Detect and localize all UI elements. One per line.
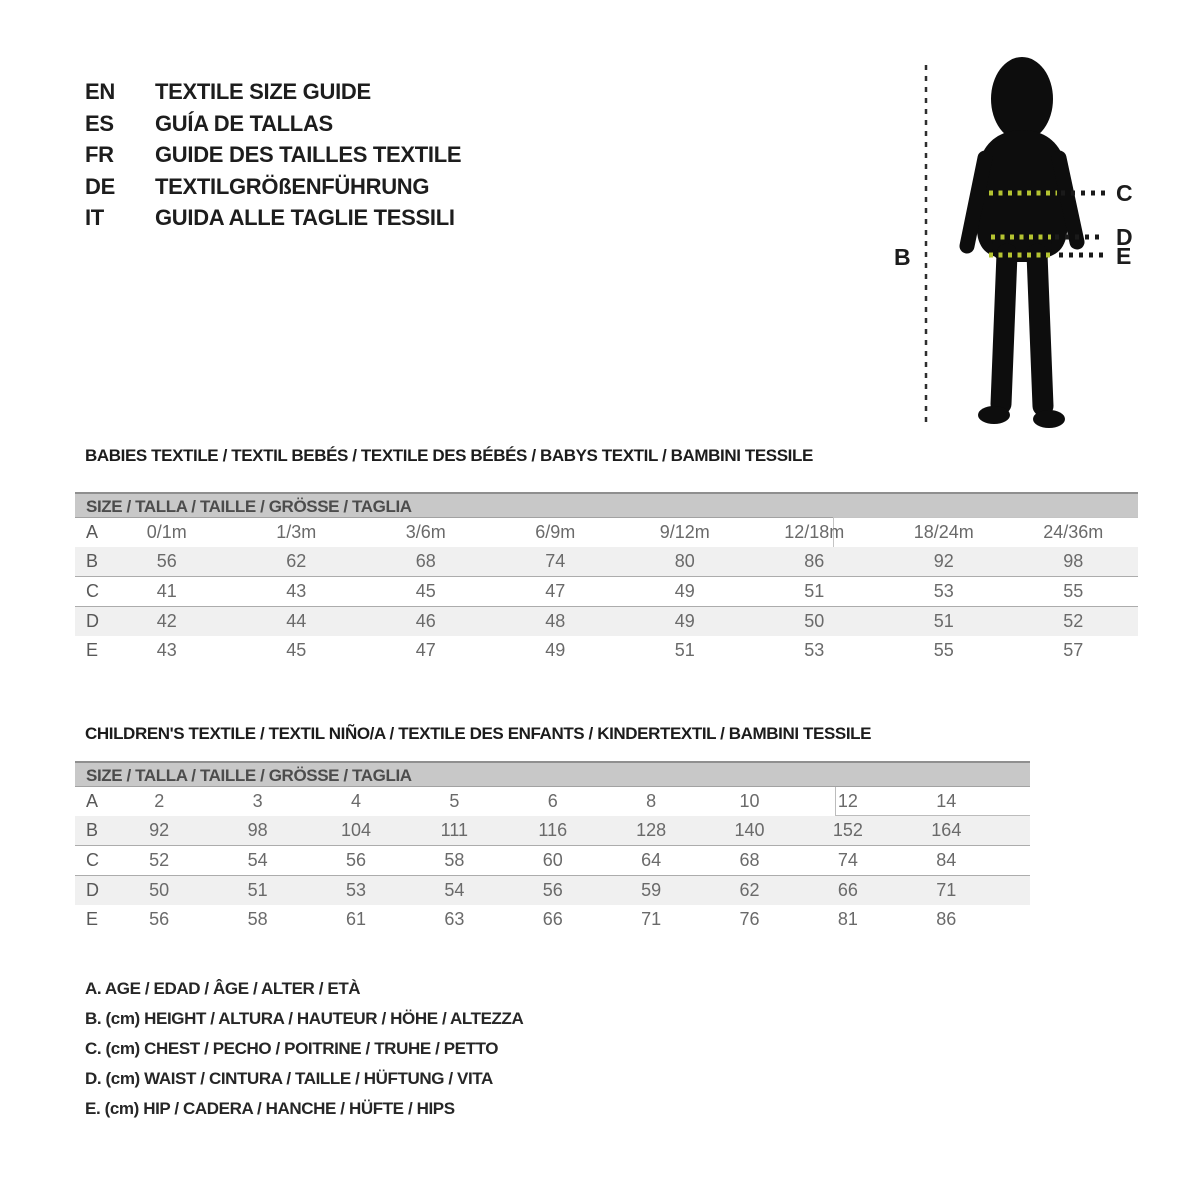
language-code: EN [85, 79, 115, 104]
cell: 4 [350, 791, 361, 811]
language-title: GUIDA ALLE TAGLIE TESSILI [155, 205, 455, 231]
cell: 5 [449, 791, 460, 811]
cell: 56 [156, 551, 177, 571]
cell: 49 [674, 581, 695, 601]
cell: 49 [545, 640, 566, 660]
language-code: IT [85, 205, 104, 231]
language-code: ES [85, 110, 114, 136]
cell: 76 [739, 909, 760, 929]
cell: 55 [933, 640, 954, 660]
cell: 51 [247, 880, 268, 900]
cell: 58 [247, 909, 268, 929]
legend-waist: D. (cm) WAIST / CINTURA / TAILLE / HÜFTUNG / VITA [85, 1069, 493, 1088]
table-row-age [75, 518, 1138, 547]
cell: 68 [415, 551, 436, 571]
row-label: B [86, 551, 99, 571]
cell: 86 [936, 909, 957, 929]
cell: 60 [542, 850, 563, 870]
language-row-es [85, 108, 461, 140]
table-row-height [75, 547, 1138, 577]
language-row-en [85, 76, 461, 108]
children-section-title: CHILDREN'S TEXTILE / TEXTIL NIÑO/A / TEXTILE DES ENFANTS / KINDERTEXTIL / BAMBINI TESSILE [85, 724, 872, 743]
measurement-legend [85, 974, 523, 1124]
legend-height: B. (cm) HEIGHT / ALTURA / HAUTEUR / HÖHE / ALTEZZA [85, 1009, 524, 1028]
cell: 3 [252, 791, 263, 811]
table-row-age [75, 787, 1030, 816]
language-title: GUIDE DES TAILLES TEXTILE [155, 142, 462, 168]
row-label: E [86, 640, 99, 660]
cell: 50 [804, 611, 825, 631]
height-label: B [894, 244, 911, 270]
cell: 98 [1063, 551, 1084, 571]
cell: 54 [444, 880, 465, 900]
cell: 52 [1063, 611, 1084, 631]
legend-chest: C. (cm) CHEST / PECHO / POITRINE / TRUHE / PETTO [85, 1039, 499, 1058]
cell: 98 [247, 820, 268, 840]
cell: 43 [156, 640, 177, 660]
cell: 0/1m [146, 522, 187, 542]
cell: 92 [149, 820, 170, 840]
cell: 74 [837, 850, 858, 870]
cell: 84 [936, 850, 957, 870]
cell: 47 [415, 640, 436, 660]
table-row-chest [75, 846, 1030, 876]
table-row-height [75, 816, 1030, 846]
table-row-chest [75, 577, 1138, 607]
cell: 12/18m [784, 522, 845, 542]
cell: 57 [1063, 640, 1084, 660]
cell: 45 [286, 640, 307, 660]
measurement-diagram [890, 52, 1150, 442]
waist-label: D [1116, 224, 1133, 250]
hip-label: E [1116, 243, 1132, 269]
cell: 46 [415, 611, 436, 631]
cell: 52 [149, 850, 170, 870]
cell: 140 [734, 820, 765, 840]
cell: 61 [345, 909, 366, 929]
cell: 152 [832, 820, 863, 840]
cell: 71 [641, 909, 662, 929]
cell: 53 [804, 640, 825, 660]
cell: 62 [739, 880, 760, 900]
cell: 62 [286, 551, 307, 571]
cell: 45 [415, 581, 436, 601]
language-title: TEXTILE SIZE GUIDE [155, 79, 371, 104]
row-label: D [86, 611, 99, 631]
legend-hip: E. (cm) HIP / CADERA / HANCHE / HÜFTE / HIPS [85, 1099, 455, 1118]
cell: 81 [837, 909, 858, 929]
language-code: DE [85, 173, 115, 199]
cell: 63 [444, 909, 465, 929]
cell: 50 [149, 880, 170, 900]
babies-section-title: BABIES TEXTILE / TEXTIL BEBÉS / TEXTILE DES BÉBÉS / BABYS TEXTIL / BAMBINI TESSILE [85, 446, 813, 465]
cell: 80 [674, 551, 695, 571]
legend-age: A. AGE / EDAD / ÂGE / ALTER / ETÀ [85, 979, 361, 998]
cell: 74 [545, 551, 566, 571]
row-label: C [86, 581, 99, 601]
cell: 86 [804, 551, 825, 571]
cell: 92 [933, 551, 954, 571]
row-label: D [86, 880, 99, 900]
cell: 9/12m [659, 522, 710, 542]
cell: 128 [636, 820, 667, 840]
row-label: C [86, 850, 99, 870]
size-header-bar: SIZE / TALLA / TAILLE / GRÖSSE / TAGLIA [75, 492, 1138, 518]
cell: 54 [247, 850, 268, 870]
table-row-hip [75, 636, 1138, 665]
cell: 12 [837, 791, 858, 811]
language-row-it [85, 202, 461, 234]
cell: 51 [674, 640, 695, 660]
cell: 53 [933, 581, 954, 601]
language-row-fr [85, 139, 461, 171]
language-list [85, 76, 461, 234]
cell: 18/24m [913, 522, 974, 542]
cell: 71 [936, 880, 957, 900]
cell: 3/6m [405, 522, 446, 542]
cell: 43 [286, 581, 307, 601]
cell: 49 [674, 611, 695, 631]
language-title: TEXTILGRÖßENFÜHRUNG [155, 173, 430, 199]
babies-size-table [75, 492, 1138, 665]
cell: 66 [837, 880, 858, 900]
cell: 24/36m [1043, 522, 1104, 542]
table-row-waist [75, 876, 1030, 905]
row-label: B [86, 820, 99, 840]
cell: 116 [538, 820, 568, 840]
cell: 14 [936, 791, 957, 811]
cell: 51 [804, 581, 825, 601]
children-size-table [75, 761, 1030, 934]
cell: 59 [641, 880, 662, 900]
cell: 56 [542, 880, 563, 900]
cell: 51 [933, 611, 954, 631]
cell: 64 [641, 850, 662, 870]
cell: 55 [1063, 581, 1084, 601]
language-title: GUÍA DE TALLAS [155, 110, 333, 136]
row-label: E [86, 909, 99, 929]
cell: 53 [345, 880, 366, 900]
cell: 44 [286, 611, 307, 631]
size-header-bar: SIZE / TALLA / TAILLE / GRÖSSE / TAGLIA [75, 761, 1030, 787]
cell: 56 [149, 909, 170, 929]
row-label: A [86, 791, 99, 811]
child-silhouette-icon [967, 57, 1077, 428]
table-row-waist [75, 607, 1138, 636]
cell: 68 [739, 850, 760, 870]
cell: 48 [545, 611, 566, 631]
cell: 42 [156, 611, 177, 631]
cell: 6/9m [535, 522, 576, 542]
chest-label: C [1116, 180, 1133, 206]
cell: 2 [154, 791, 165, 811]
language-code: FR [85, 142, 114, 168]
row-label: A [86, 522, 99, 542]
cell: 1/3m [276, 522, 317, 542]
cell: 58 [444, 850, 465, 870]
cell: 164 [931, 820, 962, 840]
cell: 66 [542, 909, 563, 929]
language-row-de [85, 171, 461, 203]
cell: 104 [340, 820, 371, 840]
cell: 47 [545, 581, 566, 601]
cell: 56 [345, 850, 366, 870]
cell: 41 [156, 581, 177, 601]
table-row-hip [75, 905, 1030, 934]
cell: 10 [739, 791, 760, 811]
cell: 8 [646, 791, 657, 811]
cell: 111 [440, 820, 469, 840]
cell: 6 [547, 791, 558, 811]
